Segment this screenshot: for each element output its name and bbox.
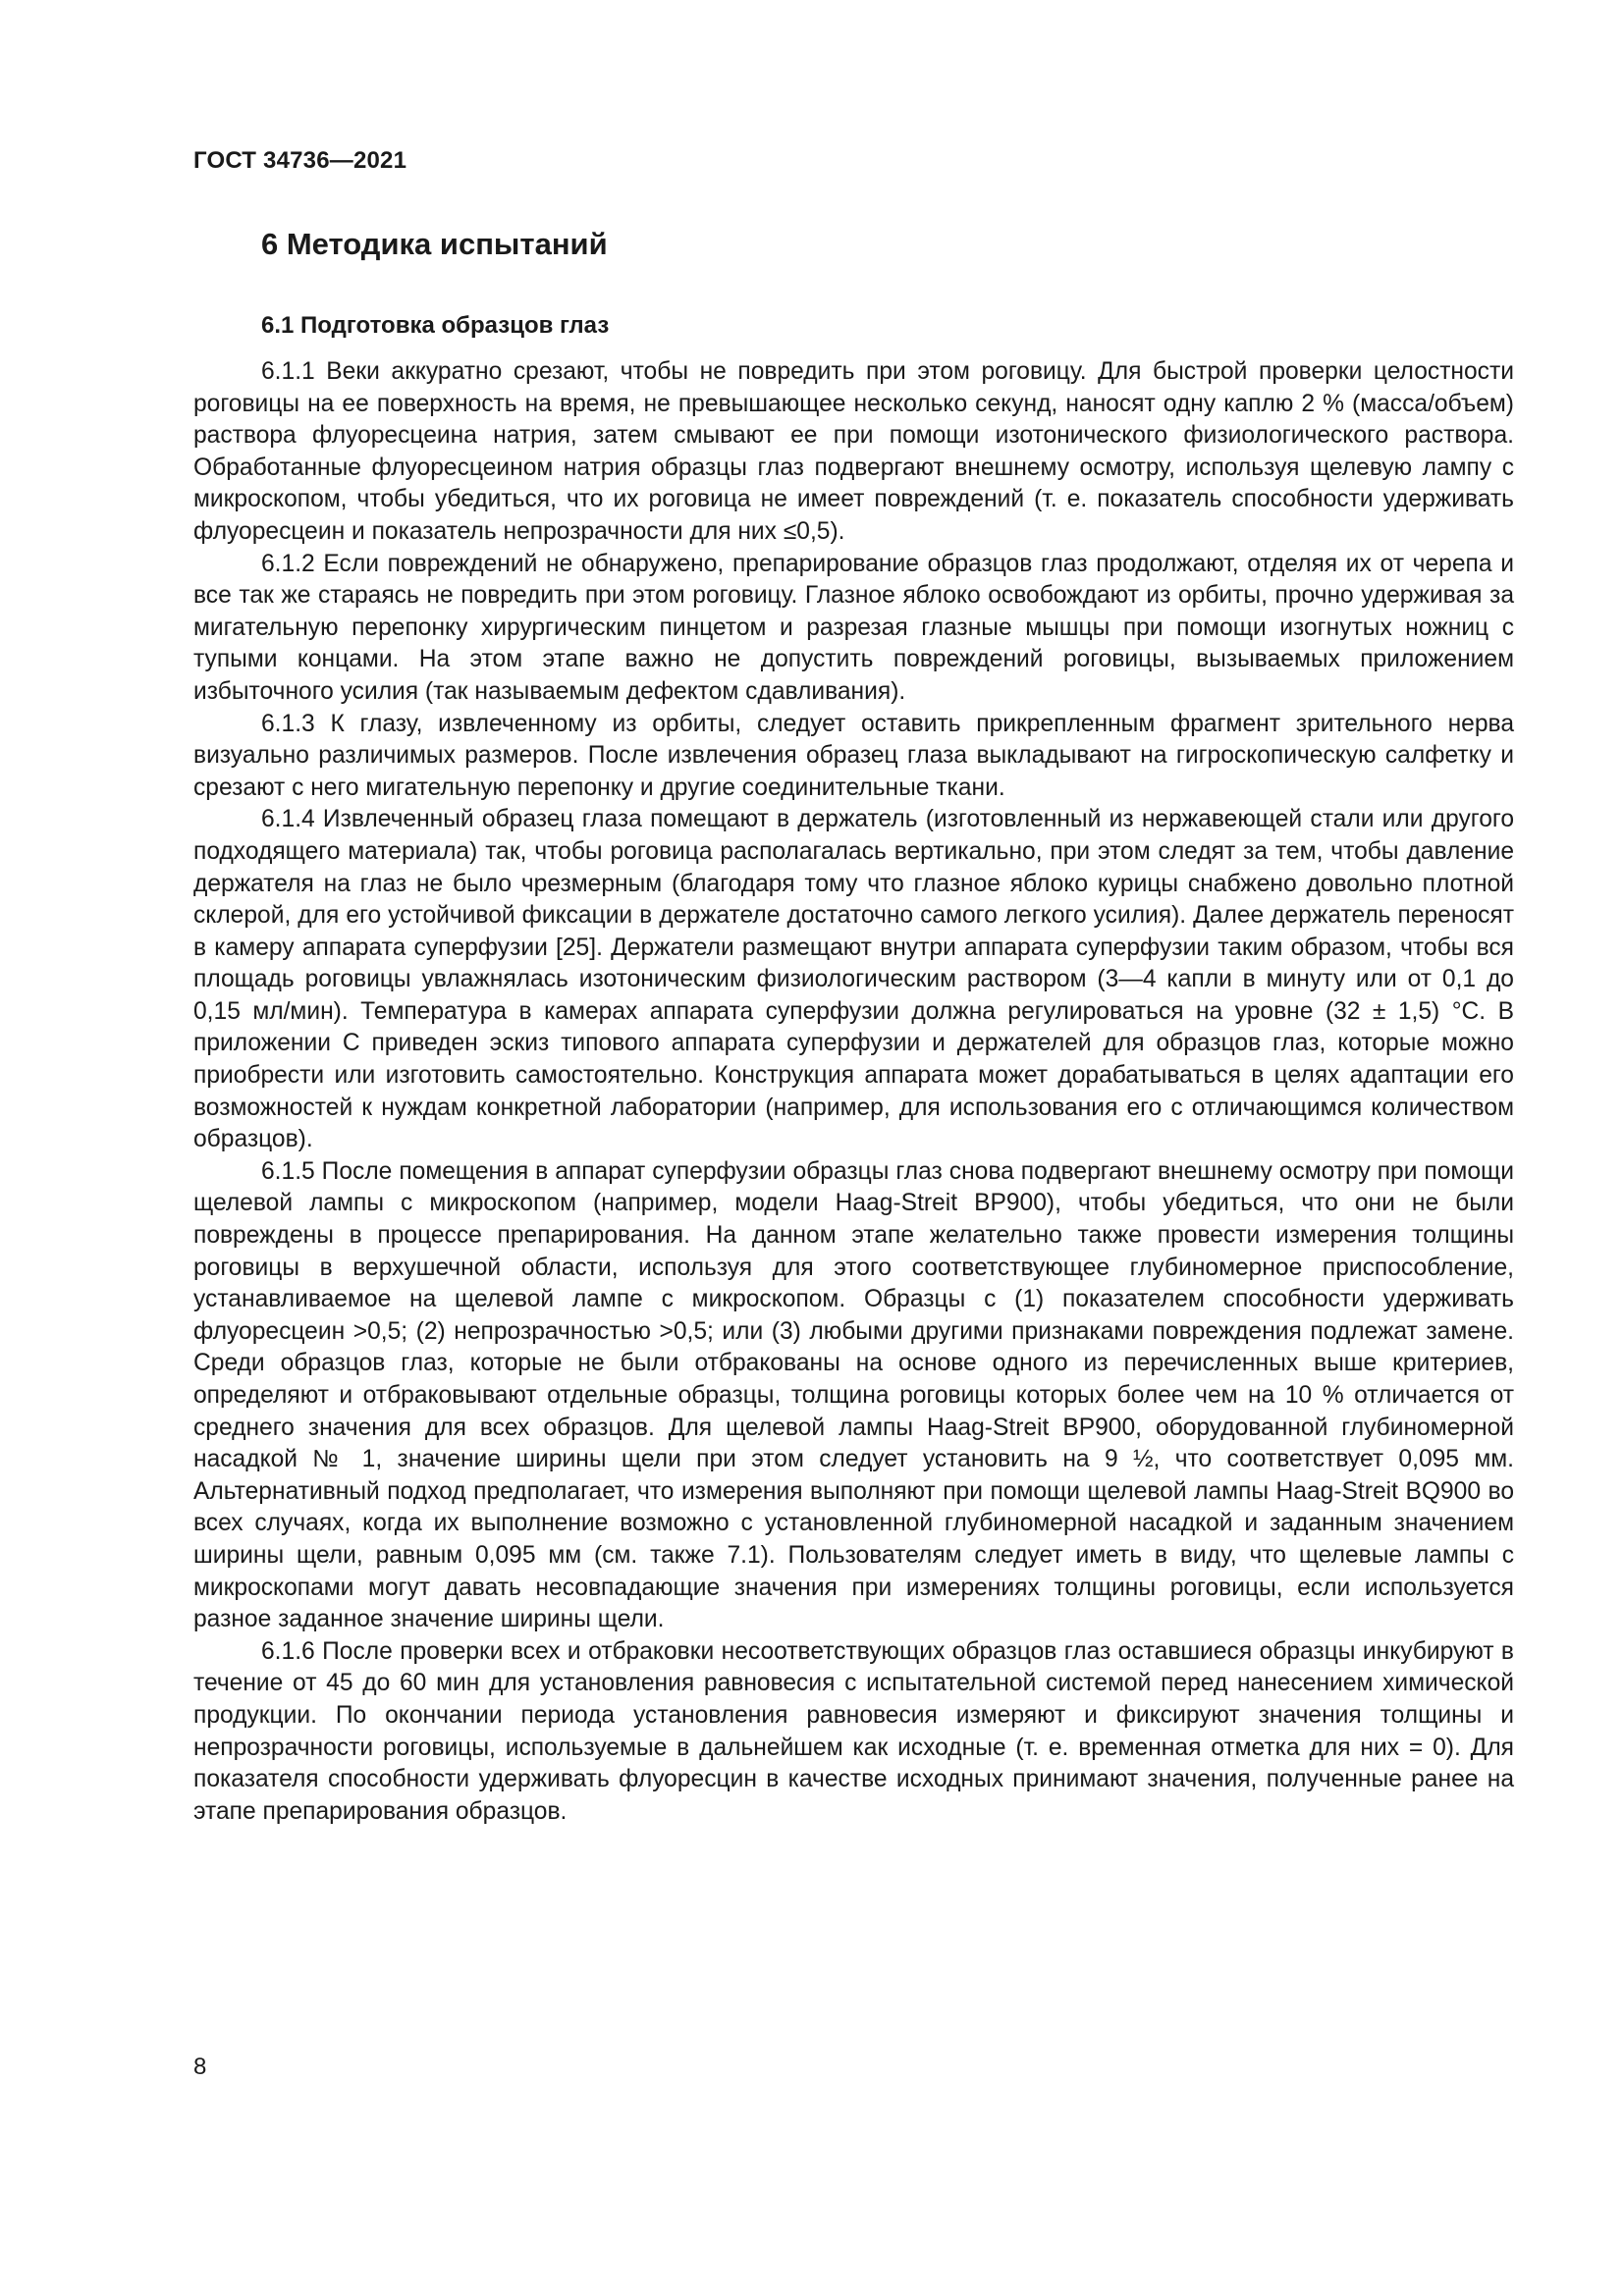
paragraph-6-1-5: 6.1.5 После помещения в аппарат суперфузии образцы глаз снова подвергают внешнему осмотру при помощи щелевой лампы с микроскопом (например, модели Haag-Streit BP900), чтобы убедиться, что они не были повреждены в процессе препарирования. На данном этапе желательно также провести измерения толщины роговицы в верхушечной области, используя для этого соответствующее глубиномерное приспособление, устанавливаемое на щелевой лампе с микроскопом. Образцы с (1) показателем способности удерживать флуоресцеин >0,5; (2) непрозрачностью >0,5; или (3) любыми другими признаками повреждения подлежат замене. Среди образцов глаз, которые не были отбракованы на основе одного из перечисленных выше критериев, определяют и отбраковывают отдельные образцы, толщина роговицы которых более чем на 10 % отличается от среднего значения для всех образцов. Для щелевой лампы Haag-Streit BP900, оборудованной глубиномерной насадкой № 1, значение ширины щели при этом следует установить на 9 ½, что соответствует 0,095 мм. Альтернативный подход предполагает, что измерения выполняют при помощи щелевой лампы Haag-Streit BQ900 во всех случаях, когда их выполнение возможно с установленной глубиномерной насадкой и заданным значением ширины щели, равным 0,095 мм (см. также 7.1). Пользователям следует иметь в виду, что щелевые лампы с микроскопами могут давать несовпадающие значения при измерениях толщины роговицы, если используется разное заданное значение ширины щели. (193, 1157, 1514, 1633)
document-header: ГОСТ 34736—2021 (193, 147, 407, 174)
paragraph-6-1-3: 6.1.3 К глазу, извлеченному из орбиты, следует оставить прикрепленным фрагмент зрительного нерва визуально различимых размеров. После извлечения образец глаза выкладывают на гигроскопическую салфетку и срезают с него мигательную перепонку и другие соединительные ткани. (193, 710, 1514, 801)
paragraph-6-1-4: 6.1.4 Извлеченный образец глаза помещают в держатель (изготовленный из нержавеющей стали или другого подходящего материала) так, чтобы роговица располагалась вертикально, при этом следят за тем, чтобы давление держателя на глаз не было чрезмерным (благодаря тому что глазное яблоко курицы снабжено довольно плотной склерой, для его устойчивой фиксации в держателе достаточно самого легкого усилия). Далее держатель переносят в камеру аппарата суперфузии [25]. Держатели размещают внутри аппарата суперфузии таким образом, чтобы вся площадь роговицы увлажнялась изотоническим физиологическим раствором (3—4 капли в минуту или от 0,1 до 0,15 мл/мин). Температура в камерах аппарата суперфузии должна регулироваться на уровне (32 ± 1,5) °С. В приложении С приведен эскиз типового аппарата суперфузии и держателей для образцов глаз, которые можно приобрести или изготовить самостоятельно. Конструкция аппарата может дорабатываться в целях адаптации его возможностей к нуждам конкретной лаборатории (например, для использования его с отличающимся количеством образцов). (193, 806, 1514, 1153)
page-number: 8 (193, 2054, 207, 2080)
paragraph-6-1-2: 6.1.2 Если повреждений не обнаружено, препарирование образцов глаз продолжают, отделяя их от черепа и все так же стараясь не повредить при этом роговицу. Глазное яблоко освобождают из орбиты, прочно удерживая за мигательную перепонку хирургическим пинцетом и разрезая глазные мышцы при помощи изогнутых ножниц с тупыми концами. На этом этапе важно не допустить повреждений роговицы, вызываемых приложением избыточного усилия (так называемым дефектом сдавливания). (193, 550, 1514, 705)
section-title: 6 Методика испытаний (261, 227, 608, 261)
subsection-title: 6.1 Подготовка образцов глаз (261, 312, 610, 339)
paragraph-6-1-1: 6.1.1 Веки аккуратно срезают, чтобы не повредить при этом роговицу. Для быстрой проверки целостности роговицы на ее поверхность на время, не превышающее несколько секунд, наносят одну каплю 2 % (масса/объем) раствора флуоресцеина натрия, затем смывают ее при помощи изотонического физиологического раствора. Обработанные флуоресцеином натрия образцы глаз подвергают внешнему осмотру, используя щелевую лампу с микроскопом, чтобы убедиться, что их роговица не имеет повреждений (т. е. показатель способности удерживать флуоресцеин и показатель непрозрачности для них ≤0,5). (193, 358, 1514, 545)
paragraph-6-1-6: 6.1.6 После проверки всех и отбраковки несоответствующих образцов глаз оставшиеся образцы инкубируют в течение от 45 до 60 мин для установления равновесия с испытательной системой перед нанесением химической продукции. По окончании периода установления равновесия измеряют и фиксируют значения толщины и непрозрачности роговицы, используемые в дальнейшем как исходные (т. е. временная отметка для них = 0). Для показателя способности удерживать флуоресцин в качестве исходных принимают значения, полученные ранее на этапе препарирования образцов. (193, 1637, 1514, 1825)
body-text (193, 356, 1514, 1828)
